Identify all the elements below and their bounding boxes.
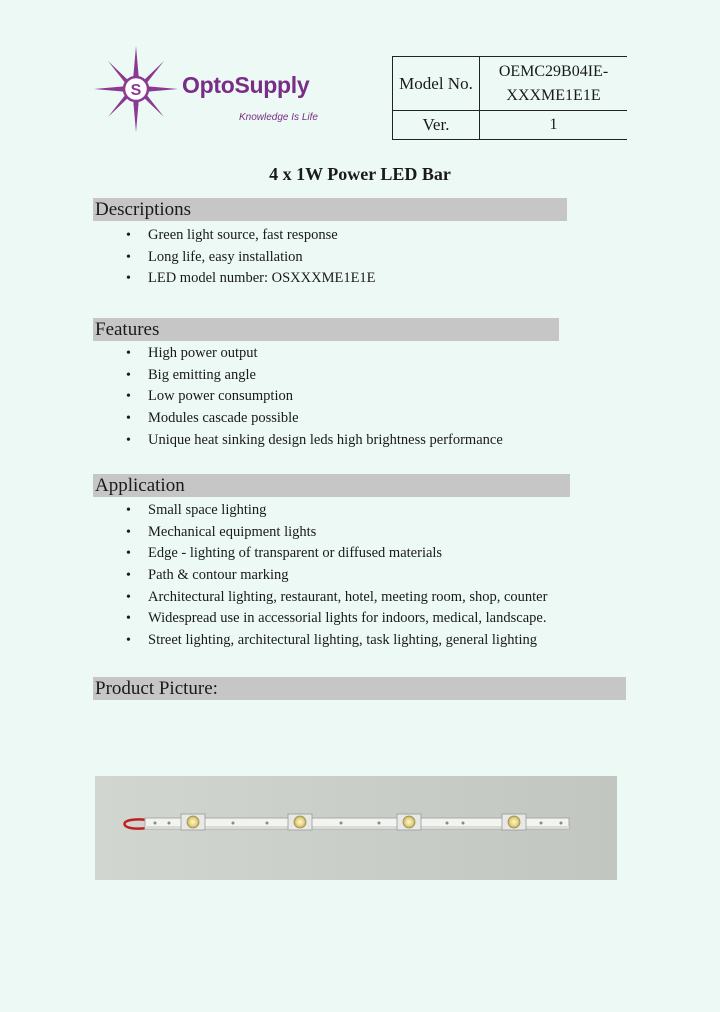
- brand-name: OptoSupply: [182, 72, 310, 98]
- list-item: • Green light source, fast response: [120, 225, 376, 247]
- list-item: • Big emitting angle: [120, 365, 503, 387]
- descriptions-list: [120, 225, 376, 290]
- features-list: [120, 343, 503, 451]
- list-item: • Street lighting, architectural lighting, task lighting, general lighting: [120, 630, 547, 652]
- version-value: 1: [549, 116, 558, 133]
- list-item: • Long life, easy installation: [120, 247, 376, 269]
- model-number-label: Model No.: [393, 57, 480, 110]
- list-item: • High power output: [120, 343, 503, 365]
- led-bar-image: [95, 776, 617, 880]
- list-item: • Path & contour marking: [120, 565, 547, 587]
- svg-text:S: S: [130, 82, 142, 99]
- section-product-picture-heading: Product Picture:: [93, 677, 626, 700]
- list-item: • Unique heat sinking design leds high brightness performance: [120, 430, 503, 452]
- brand-tagline: Knowledge Is Life: [239, 112, 318, 123]
- compass-star-icon: [92, 44, 182, 134]
- list-item: • Edge - lighting of transparent or diffused materials: [120, 543, 547, 565]
- section-descriptions-heading: Descriptions: [93, 198, 567, 221]
- list-item: • Small space lighting: [120, 500, 547, 522]
- led-module-icon: [502, 814, 526, 830]
- list-item: • Low power consumption: [120, 386, 503, 408]
- product-photo: [95, 776, 617, 880]
- section-features-heading: Features: [93, 318, 559, 341]
- list-item: • Architectural lighting, restaurant, hotel, meeting room, shop, counter: [120, 587, 547, 609]
- list-item: • LED model number: OSXXXME1E1E: [120, 268, 376, 290]
- model-table: [392, 56, 627, 140]
- model-number-line-2: XXXME1E1E: [506, 87, 601, 104]
- led-module-icon: [288, 814, 312, 830]
- list-item: • Mechanical equipment lights: [120, 522, 547, 544]
- model-number-line-1: OEMC29B04IE-: [498, 63, 609, 80]
- led-module-icon: [181, 814, 205, 830]
- list-item: • Widespread use in accessorial lights for indoors, medical, landscape.: [120, 608, 547, 630]
- version-label: Ver.: [393, 111, 480, 139]
- application-list: [120, 500, 547, 652]
- optosupply-logo: [92, 44, 332, 134]
- led-module-icon: [397, 814, 421, 830]
- list-item: • Modules cascade possible: [120, 408, 503, 430]
- section-application-heading: Application: [93, 474, 570, 497]
- document-title: 4 x 1W Power LED Bar: [269, 164, 451, 184]
